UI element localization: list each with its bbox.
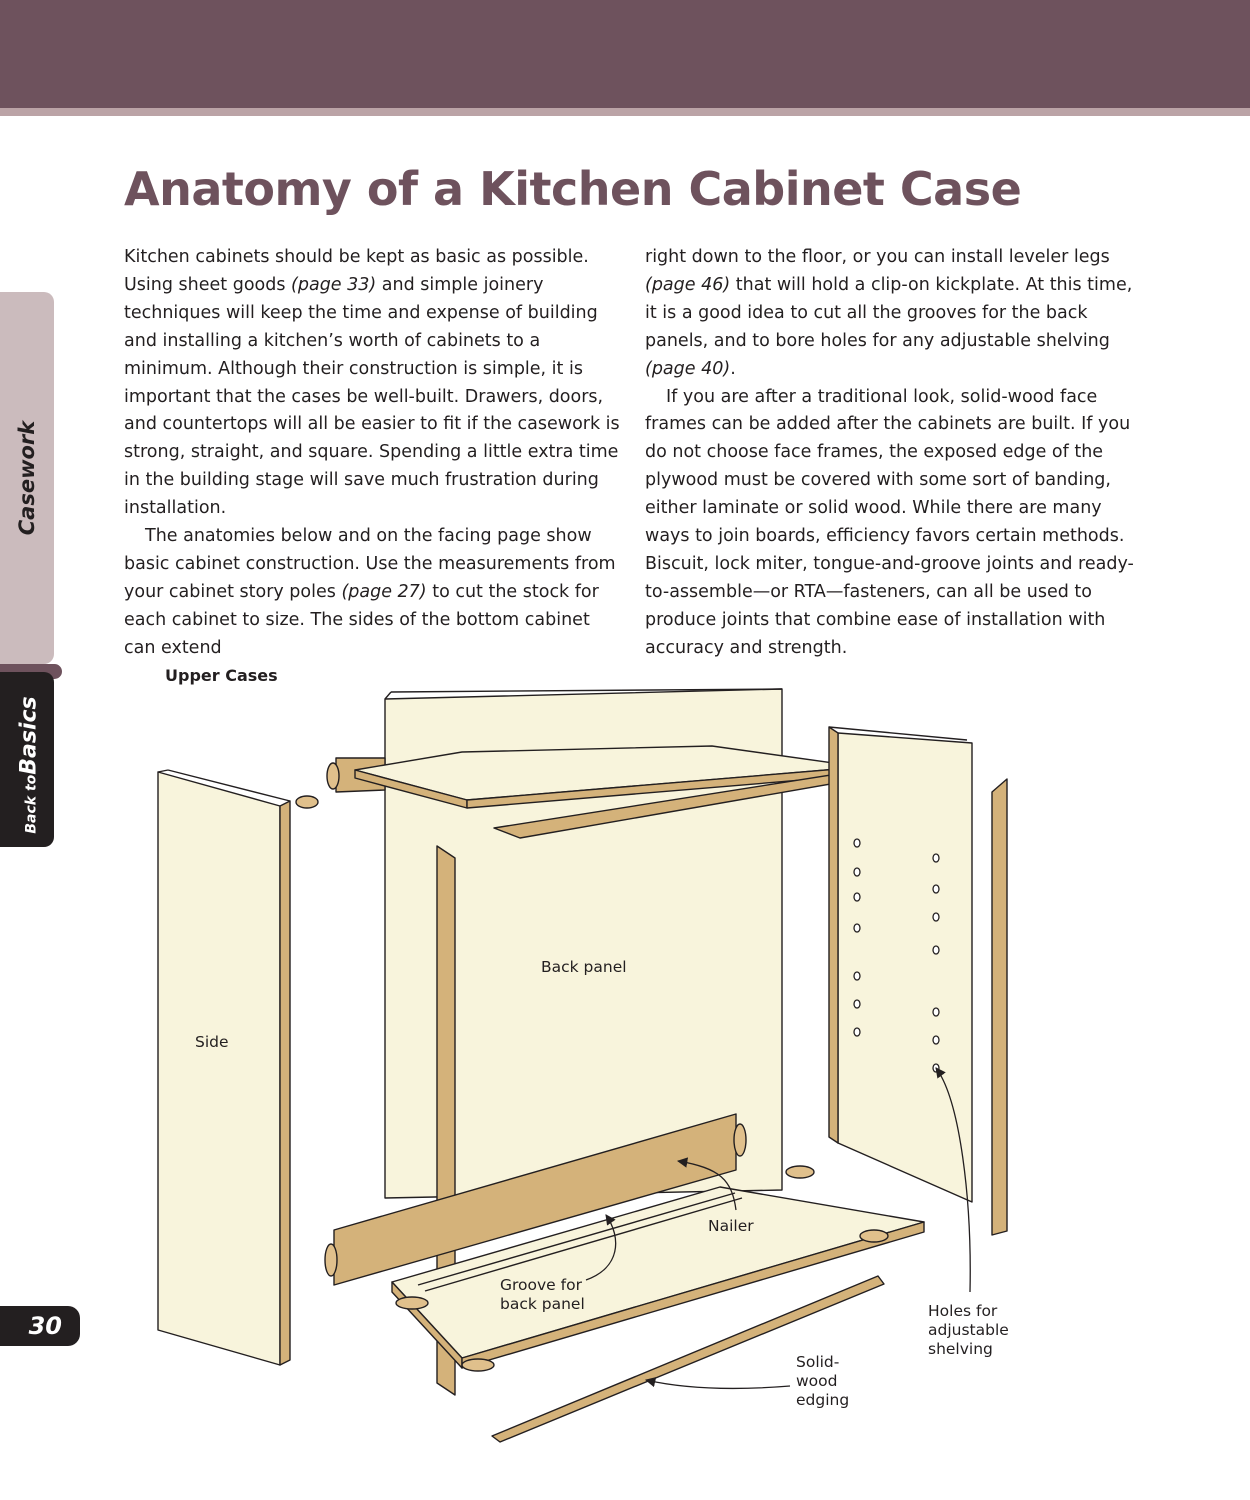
side-panel-edge xyxy=(280,801,290,1365)
label-nailer: Nailer xyxy=(708,1217,754,1235)
label-edging-2: wood xyxy=(796,1372,838,1390)
right-side-panel xyxy=(838,733,972,1202)
page-number: 30 xyxy=(0,1306,80,1346)
label-edging-1: Solid- xyxy=(796,1353,840,1371)
page-reference: (page 33) xyxy=(291,274,377,295)
label-edging-3: edging xyxy=(796,1391,850,1409)
paragraph: If you are after a traditional look, solid-wood face frames can be added after the cabinets are built. If you do not choose face frames, the exposed edge of the plywood must be covered with some sort of banding, either laminate or solid wood. While there are many ways to join boards, efficiency favors certain methods. Biscuit, lock miter, tongue-and-groove joints and ready-to-assemble—or RTA—fasteners, can all be used to produce joints that combine ease of installation with accuracy and strength. xyxy=(645,386,1134,658)
label-groove-2: back panel xyxy=(500,1295,585,1313)
page-reference: (page 40) xyxy=(645,358,731,379)
right-face-stile xyxy=(992,779,1007,1235)
leader-edging xyxy=(646,1380,790,1388)
page-reference: (page 46) xyxy=(645,274,731,295)
paragraph: Kitchen cabinets should be kept as basic as possible. Using sheet goods (page 33) and simple joinery techniques will keep the time and expense of building and installing a kitchen’s worth of cabinets to a minimum. Although their construction is simple, it is important that the cases be well-built. Drawers, doors, and countertops will all be easier to fit if the casework is strong, straight, and square. Spending a little extra time in the building stage will save much frustration during installation. xyxy=(124,247,620,519)
biscuit xyxy=(327,763,339,789)
label-groove-1: Groove for xyxy=(500,1276,582,1294)
diagram-title: Upper Cases xyxy=(165,666,278,685)
page-reference: (page 27) xyxy=(341,581,427,602)
label-side: Side xyxy=(195,1033,229,1051)
label-holes-1: Holes for xyxy=(928,1302,998,1320)
page-title: Anatomy of a Kitchen Cabinet Case xyxy=(124,162,1022,216)
side-panel xyxy=(158,772,280,1365)
label-holes-3: shelving xyxy=(928,1340,993,1358)
label-back-panel: Back panel xyxy=(541,958,627,976)
series-logo: Back toBasics xyxy=(16,696,42,834)
section-tab-label: Casework xyxy=(15,420,39,536)
label-holes-2: adjustable xyxy=(928,1321,1009,1339)
biscuit xyxy=(296,796,318,808)
paragraph: The anatomies below and on the facing page show basic cabinet construction. Use the measurements from your cabinet story poles (page 27) to cut the stock for each cabinet to size. The sides of the bottom cabinet can extend xyxy=(124,526,616,658)
paragraph: right down to the floor, or you can install leveler legs (page 46) that will hold a clip-on kickplate. At this time, it is a good idea to cut all the grooves for the back panels, and to bore holes for any adjustable shelving (page 40). xyxy=(645,247,1133,379)
